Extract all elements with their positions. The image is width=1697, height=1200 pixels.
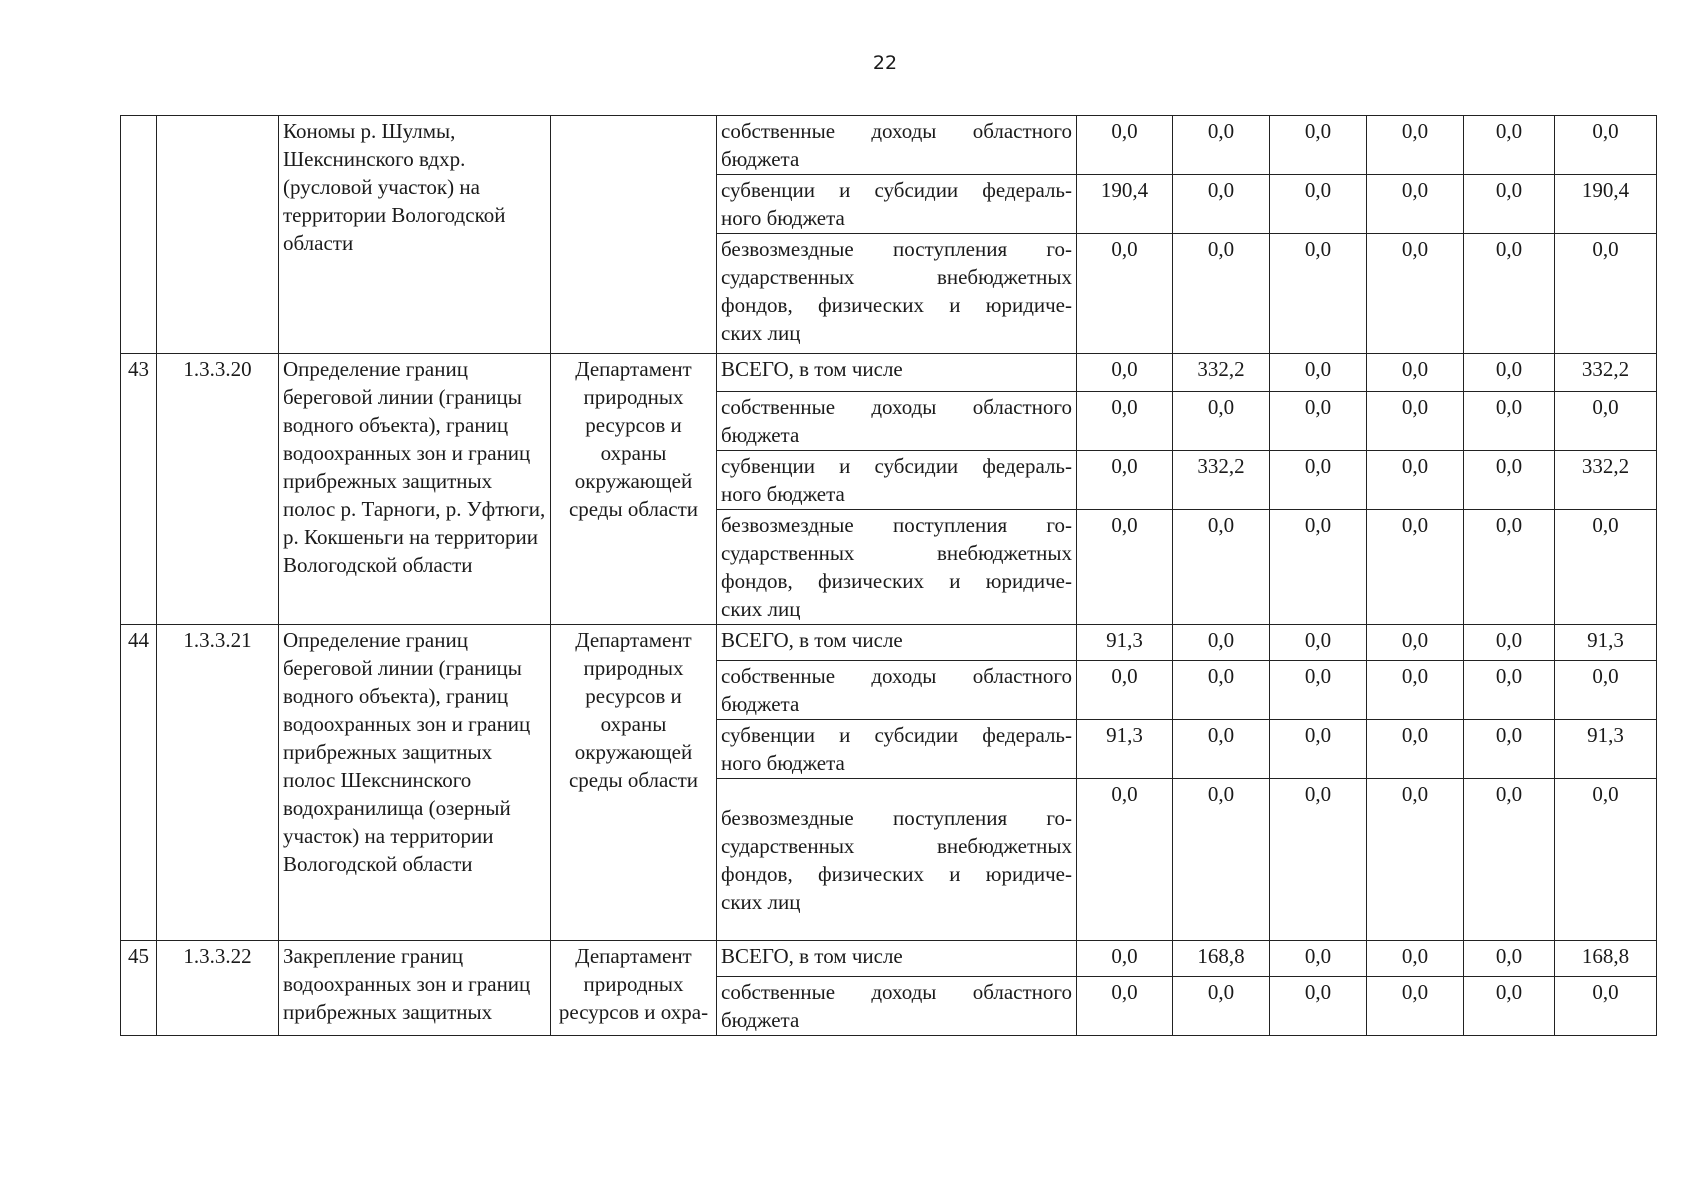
amount-cell: 0,0	[1173, 625, 1270, 661]
amount-cell: 0,0	[1555, 661, 1657, 720]
funding-source-line: собственные доходы областного	[721, 980, 1072, 1004]
row-number-cell: 44	[121, 625, 157, 941]
amount-cell: 0,0	[1173, 510, 1270, 625]
funding-source-cell	[717, 977, 1077, 1036]
table-row	[121, 354, 1657, 392]
amount-cell: 0,0	[1173, 779, 1270, 941]
amount-cell: 0,0	[1270, 941, 1367, 977]
amount-cell: 0,0	[1367, 510, 1464, 625]
table-row	[121, 941, 1657, 977]
amount-cell: 0,0	[1173, 234, 1270, 354]
amount-cell: 332,2	[1555, 354, 1657, 392]
table-row	[121, 625, 1657, 661]
amount-cell: 190,4	[1077, 175, 1173, 234]
funding-source-cell	[717, 116, 1077, 175]
amount-cell: 0,0	[1077, 941, 1173, 977]
funding-source-line: ских лиц	[721, 597, 801, 621]
amount-cell: 332,2	[1173, 354, 1270, 392]
funding-source-line: фондов, физических и юридиче-	[721, 861, 1072, 886]
amount-cell: 0,0	[1270, 392, 1367, 451]
amount-cell: 91,3	[1555, 625, 1657, 661]
amount-cell: 0,0	[1367, 720, 1464, 779]
funding-source-line: ного бюджета	[721, 751, 845, 775]
amount-cell: 0,0	[1270, 977, 1367, 1036]
amount-cell: 0,0	[1464, 977, 1555, 1036]
amount-cell: 0,0	[1077, 234, 1173, 354]
amount-cell: 0,0	[1077, 661, 1173, 720]
amount-cell: 0,0	[1077, 392, 1173, 451]
funding-source-line: ного бюджета	[721, 206, 845, 230]
amount-cell: 0,0	[1367, 661, 1464, 720]
amount-cell: 0,0	[1367, 234, 1464, 354]
executor-cell: Департамент природных ресурсов и охра-	[551, 941, 717, 1036]
amount-cell: 0,0	[1464, 625, 1555, 661]
amount-cell: 0,0	[1270, 354, 1367, 392]
amount-cell: 0,0	[1077, 510, 1173, 625]
amount-cell: 0,0	[1173, 661, 1270, 720]
measure-name-cell: Определение границ береговой линии (границы водного объекта), границ водоохранных зон и границ прибрежных защитных полос р. Тарноги, р. Уфтюги, р. Кокшеньги на территории Вологодской области	[279, 354, 551, 625]
funding-source-cell	[717, 661, 1077, 720]
funding-source-cell	[717, 354, 1077, 392]
amount-cell: 0,0	[1367, 392, 1464, 451]
amount-cell: 0,0	[1270, 779, 1367, 941]
amount-cell: 0,0	[1555, 392, 1657, 451]
amount-cell: 0,0	[1367, 175, 1464, 234]
funding-source-cell	[717, 625, 1077, 661]
measure-code-cell: 1.3.3.21	[157, 625, 279, 941]
amount-cell: 0,0	[1270, 625, 1367, 661]
amount-cell: 0,0	[1464, 354, 1555, 392]
amount-cell: 0,0	[1555, 779, 1657, 941]
amount-cell: 332,2	[1555, 451, 1657, 510]
amount-cell: 0,0	[1555, 977, 1657, 1036]
amount-cell: 0,0	[1464, 779, 1555, 941]
row-number-cell: 43	[121, 354, 157, 625]
amount-cell: 0,0	[1367, 779, 1464, 941]
page-number: 22	[872, 52, 898, 74]
table-body	[121, 116, 1657, 1036]
amount-cell: 0,0	[1464, 175, 1555, 234]
amount-cell: 0,0	[1367, 451, 1464, 510]
funding-source-line: ного бюджета	[721, 482, 845, 506]
row-number-cell	[121, 116, 157, 354]
amount-cell: 0,0	[1270, 234, 1367, 354]
funding-source-line: бюджета	[721, 692, 800, 716]
funding-source-line: фондов, физических и юридиче-	[721, 569, 1072, 593]
funding-source-cell	[717, 720, 1077, 779]
executor-cell: Департамент природных ресурсов и охраны окружающей среды области	[551, 354, 717, 625]
funding-source-cell	[717, 175, 1077, 234]
funding-source-line: субвенции и субсидии федераль-	[721, 454, 1072, 478]
funding-source-line: безвозмездные поступления го-	[721, 237, 1072, 261]
funding-source-line: ВСЕГО, в том числе	[721, 628, 903, 652]
amount-cell: 0,0	[1367, 977, 1464, 1036]
funding-source-line: ских лиц	[721, 889, 801, 914]
amount-cell: 0,0	[1464, 234, 1555, 354]
funding-source-cell	[717, 779, 1077, 941]
amount-cell: 0,0	[1367, 625, 1464, 661]
funding-source-line: ВСЕГО, в том числе	[721, 357, 903, 381]
amount-cell: 0,0	[1464, 510, 1555, 625]
funding-source-line: бюджета	[721, 1008, 800, 1032]
amount-cell: 0,0	[1464, 392, 1555, 451]
amount-cell: 0,0	[1270, 510, 1367, 625]
row-number-cell: 45	[121, 941, 157, 1036]
amount-cell: 0,0	[1077, 977, 1173, 1036]
funding-source-line: ских лиц	[721, 321, 801, 345]
amount-cell: 0,0	[1270, 116, 1367, 175]
amount-cell: 0,0	[1464, 661, 1555, 720]
measure-code-cell: 1.3.3.20	[157, 354, 279, 625]
funding-source-line: собственные доходы областного	[721, 119, 1072, 143]
measure-name-cell: Кономы р. Шулмы, Шекснинского вдхр. (русловой участок) на территории Вологодской области	[279, 116, 551, 354]
amount-cell: 0,0	[1077, 116, 1173, 175]
amount-cell: 0,0	[1555, 234, 1657, 354]
amount-cell: 332,2	[1173, 451, 1270, 510]
funding-source-line: собственные доходы областного	[721, 395, 1072, 419]
funding-source-line: бюджета	[721, 147, 800, 171]
funding-source-cell	[717, 234, 1077, 354]
funding-source-line: субвенции и субсидии федераль-	[721, 178, 1072, 202]
funding-source-cell	[717, 451, 1077, 510]
amount-cell: 190,4	[1555, 175, 1657, 234]
amount-cell: 0,0	[1555, 116, 1657, 175]
amount-cell: 0,0	[1173, 720, 1270, 779]
amount-cell: 0,0	[1173, 977, 1270, 1036]
funding-source-line: сударственных внебюджетных	[721, 833, 1072, 858]
amount-cell: 0,0	[1367, 941, 1464, 977]
amount-cell: 0,0	[1464, 720, 1555, 779]
funding-source-line: бюджета	[721, 423, 800, 447]
amount-cell: 0,0	[1173, 392, 1270, 451]
funding-source-cell	[717, 941, 1077, 977]
amount-cell: 0,0	[1464, 451, 1555, 510]
table-row	[121, 116, 1657, 175]
funding-source-line: ВСЕГО, в том числе	[721, 944, 903, 968]
funding-source-line: собственные доходы областного	[721, 664, 1072, 688]
amount-cell: 0,0	[1173, 116, 1270, 175]
funding-source-cell	[717, 510, 1077, 625]
amount-cell: 0,0	[1464, 116, 1555, 175]
amount-cell: 168,8	[1173, 941, 1270, 977]
measure-code-cell: 1.3.3.22	[157, 941, 279, 1036]
amount-cell: 0,0	[1077, 451, 1173, 510]
measure-name-cell: Закрепление границ водоохранных зон и границ прибрежных защитных	[279, 941, 551, 1036]
funding-source-cell	[717, 392, 1077, 451]
amount-cell: 0,0	[1270, 661, 1367, 720]
amount-cell: 0,0	[1270, 720, 1367, 779]
amount-cell: 0,0	[1173, 175, 1270, 234]
measure-name-cell: Определение границ береговой линии (границы водного объекта), границ водоохранных зон и границ прибрежных защитных полос Шекснинского водохранилища (озерный участок) на территории Вологодской области	[279, 625, 551, 941]
amount-cell: 0,0	[1367, 116, 1464, 175]
executor-cell	[551, 116, 717, 354]
amount-cell: 168,8	[1555, 941, 1657, 977]
amount-cell: 0,0	[1077, 779, 1173, 941]
funding-source-line: сударственных внебюджетных	[721, 265, 1072, 289]
amount-cell: 0,0	[1367, 354, 1464, 392]
amount-cell: 0,0	[1270, 451, 1367, 510]
measure-code-cell	[157, 116, 279, 354]
amount-cell: 0,0	[1464, 941, 1555, 977]
funding-source-line: фондов, физических и юридиче-	[721, 293, 1072, 317]
budget-table	[120, 115, 1657, 1036]
amount-cell: 91,3	[1077, 625, 1173, 661]
funding-source-line: безвозмездные поступления го-	[721, 805, 1072, 830]
amount-cell: 91,3	[1077, 720, 1173, 779]
amount-cell: 0,0	[1555, 510, 1657, 625]
amount-cell: 91,3	[1555, 720, 1657, 779]
funding-source-line: сударственных внебюджетных	[721, 541, 1072, 565]
amount-cell: 0,0	[1270, 175, 1367, 234]
executor-cell: Департамент природных ресурсов и охраны окружающей среды области	[551, 625, 717, 941]
funding-source-line: безвозмездные поступления го-	[721, 513, 1072, 537]
funding-source-line: субвенции и субсидии федераль-	[721, 723, 1072, 747]
amount-cell: 0,0	[1077, 354, 1173, 392]
